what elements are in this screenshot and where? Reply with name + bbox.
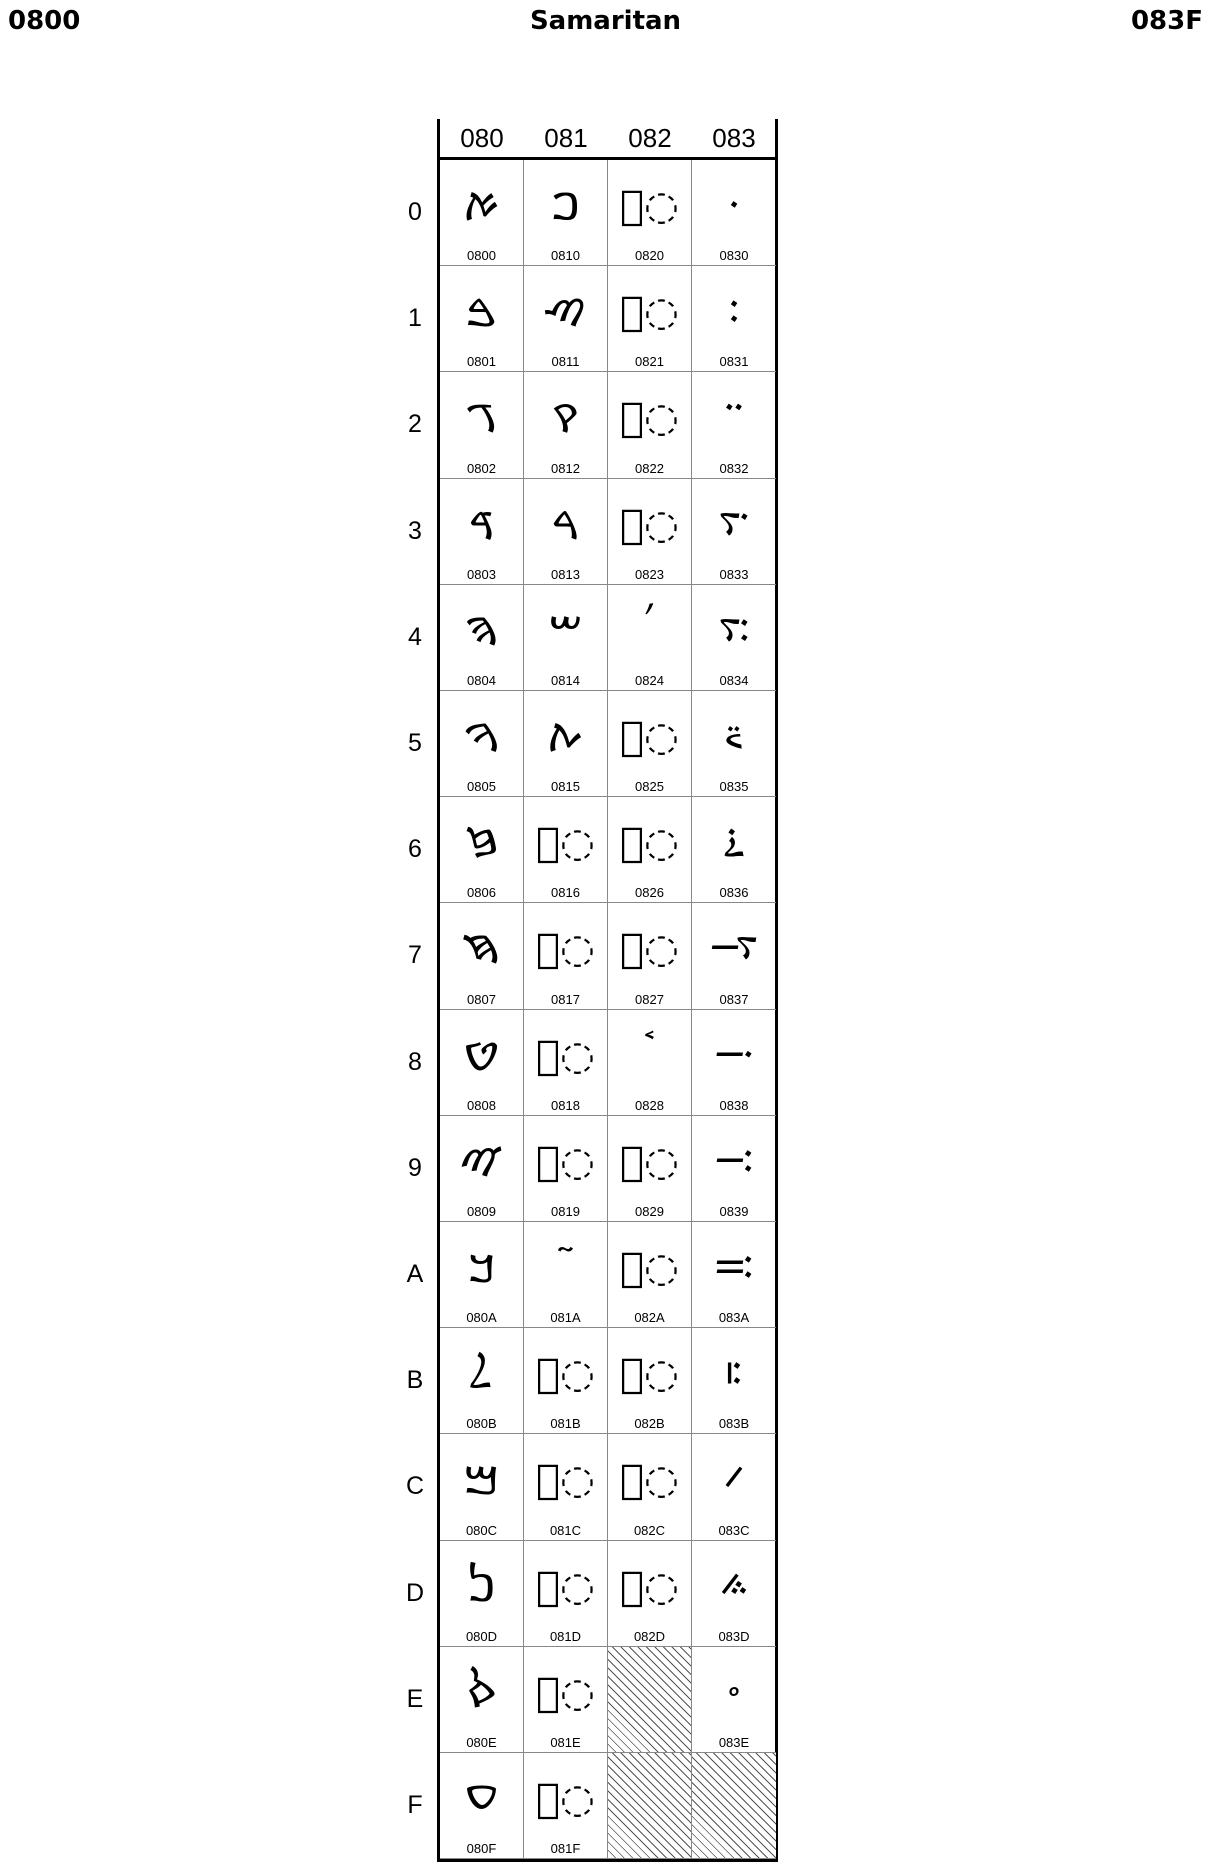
character-glyph: ◌ࠗ <box>536 926 595 973</box>
code-point-label: 080C <box>465 1522 498 1538</box>
column-header: 083 <box>712 123 756 153</box>
code-point-label: 0818 <box>551 1097 580 1113</box>
character-glyph: ࠈ <box>462 1032 501 1079</box>
code-point-cell <box>440 160 524 266</box>
range-start-label: 0800 <box>8 6 81 36</box>
unassigned-cell <box>692 1753 776 1859</box>
character-glyph: ࠆ <box>463 820 500 867</box>
code-point-cell <box>608 1010 692 1116</box>
code-point-cell <box>692 1647 776 1753</box>
code-point-cell <box>524 1222 608 1328</box>
code-point-cell <box>692 797 776 903</box>
row-header: 4 <box>408 622 422 651</box>
code-point-label: 081C <box>549 1522 582 1538</box>
code-point-cell <box>608 1222 692 1328</box>
code-point-label: 080E <box>466 1734 497 1750</box>
code-point-label: 0801 <box>467 354 496 370</box>
code-point-label: 080D <box>465 1628 498 1644</box>
character-glyph: ࠅ <box>462 714 501 760</box>
character-glyph: ◌ࠟ <box>536 1776 595 1822</box>
unassigned-cell <box>608 1753 692 1859</box>
code-point-cell <box>524 1647 608 1753</box>
column-header: 081 <box>544 123 588 153</box>
code-point-cell <box>440 585 524 691</box>
code-point-cell <box>440 1222 524 1328</box>
character-glyph: ◌ࠫ <box>620 1351 679 1398</box>
code-point-cell <box>524 903 608 1009</box>
character-glyph: ࠊ <box>466 1245 497 1291</box>
grid-bottom-border <box>437 1859 778 1862</box>
code-point-label: 0825 <box>635 779 664 795</box>
character-glyph: ࠃ <box>468 501 495 548</box>
code-point-cell <box>608 160 692 266</box>
code-point-cell <box>440 266 524 372</box>
row-header: B <box>406 1366 424 1395</box>
character-glyph: ࠂ <box>465 395 498 442</box>
code-point-label: 0802 <box>467 460 496 476</box>
code-point-label: 0838 <box>719 1097 749 1113</box>
code-point-label: 0817 <box>551 991 580 1007</box>
column-header: 080 <box>460 123 504 153</box>
code-point-cell <box>524 1010 608 1116</box>
character-glyph: ◌ࠧ <box>620 926 679 973</box>
code-point-label: 0827 <box>635 991 664 1007</box>
character-glyph: ࠤ <box>644 607 655 654</box>
code-point-label: 083D <box>718 1628 750 1644</box>
row-header: 9 <box>408 1153 422 1182</box>
code-point-cell <box>608 266 692 372</box>
character-glyph: ࠻ <box>723 1351 745 1398</box>
character-glyph: ◌ࠖ <box>536 820 595 867</box>
code-point-cell <box>524 1116 608 1222</box>
code-point-cell <box>524 585 608 691</box>
code-point-cell <box>524 372 608 478</box>
row-header: 2 <box>408 410 422 439</box>
code-point-cell <box>608 797 692 903</box>
character-glyph: ࠷ <box>707 926 761 973</box>
code-point-cell <box>440 479 524 585</box>
code-point-label: 082B <box>634 1416 665 1432</box>
code-point-label: 0816 <box>551 885 580 901</box>
row-header: 1 <box>408 304 422 333</box>
code-point-label: 0835 <box>719 779 749 795</box>
code-point-cell <box>608 1116 692 1222</box>
code-point-label: 0808 <box>467 1097 496 1113</box>
code-point-label: 0823 <box>635 566 664 582</box>
code-point-label: 0811 <box>551 354 580 370</box>
code-point-cell <box>440 1328 524 1434</box>
code-point-label: 0806 <box>467 885 496 901</box>
code-point-cell <box>692 266 776 372</box>
character-glyph: ࠹ <box>712 1138 756 1185</box>
row-header: D <box>405 1578 425 1607</box>
character-glyph: ◌ࠛ <box>536 1351 595 1398</box>
code-point-label: 080A <box>466 1310 497 1326</box>
character-glyph: ࠁ <box>465 289 498 336</box>
character-glyph: ࠨ <box>644 1032 655 1079</box>
row-header: 7 <box>408 941 422 970</box>
block-title: Samaritan <box>529 6 682 36</box>
row-header: 5 <box>408 729 422 757</box>
code-point-label: 081E <box>550 1734 581 1750</box>
code-point-cell <box>608 903 692 1009</box>
code-point-label: 0831 <box>719 354 749 370</box>
character-glyph: ࠓ <box>551 501 580 548</box>
row-header: 0 <box>408 198 422 226</box>
code-point-cell <box>608 1541 692 1647</box>
code-point-label: 0804 <box>467 672 496 688</box>
code-point-cell <box>692 479 776 585</box>
code-point-cell <box>692 691 776 797</box>
character-glyph: ࠒ <box>550 395 581 442</box>
code-point-cell <box>692 1010 776 1116</box>
character-glyph: ◌ࠜ <box>536 1457 595 1504</box>
code-point-label: 0822 <box>635 460 664 476</box>
code-point-cell <box>524 160 608 266</box>
character-glyph: ࠼ <box>721 1457 747 1504</box>
code-point-cell <box>524 1541 608 1647</box>
character-glyph: ◌ࠣ <box>620 501 679 548</box>
row-header: 6 <box>408 835 422 864</box>
code-point-label: 080F <box>466 1841 497 1857</box>
code-point-cell <box>524 266 608 372</box>
code-point-label: 0813 <box>551 566 580 582</box>
code-point-label: 083A <box>718 1310 750 1326</box>
code-point-label: 0837 <box>719 991 749 1007</box>
character-glyph: ࠶ <box>720 820 748 867</box>
character-glyph: ࠕ <box>546 714 585 760</box>
code-point-label: 0814 <box>551 672 580 688</box>
character-glyph: ࠚ <box>557 1245 574 1291</box>
code-point-cell <box>608 1328 692 1434</box>
code-point-label: 0829 <box>635 1203 664 1219</box>
code-point-label: 0824 <box>635 672 664 688</box>
character-glyph: ◌ࠥ <box>620 714 679 760</box>
character-glyph: ࠋ <box>469 1351 494 1398</box>
unassigned-hatching <box>692 1753 776 1858</box>
code-point-cell <box>608 1434 692 1540</box>
code-point-label: 0809 <box>467 1203 496 1219</box>
code-point-label: 0821 <box>635 354 664 370</box>
code-point-cell <box>608 691 692 797</box>
code-point-label: 0826 <box>635 885 664 901</box>
row-header: 8 <box>408 1047 422 1076</box>
character-glyph: ࠽ <box>717 1563 751 1610</box>
code-point-label: 081F <box>550 1841 581 1857</box>
row-header: E <box>406 1684 424 1713</box>
code-point-label: 0834 <box>719 672 749 688</box>
row-header: 3 <box>408 516 422 545</box>
code-point-cell <box>440 1434 524 1540</box>
character-glyph: ࠵ <box>722 714 746 760</box>
code-point-label: 082A <box>634 1310 665 1326</box>
code-point-label: 083B <box>718 1416 750 1432</box>
code-point-label: 0830 <box>719 248 749 264</box>
character-glyph: ࠀ <box>462 183 501 229</box>
code-point-label: 083E <box>718 1734 750 1750</box>
row-header: F <box>407 1791 423 1819</box>
character-glyph: ࠺ <box>712 1245 756 1291</box>
code-point-label: 0828 <box>635 1097 664 1113</box>
character-glyph: ◌ࠢ <box>620 395 679 442</box>
code-point-label: 082C <box>633 1522 666 1538</box>
code-point-cell <box>524 1434 608 1540</box>
code-point-label: 0800 <box>467 248 496 264</box>
character-glyph: ࠐ <box>550 183 581 229</box>
code-point-label: 0805 <box>467 779 496 795</box>
code-point-cell <box>692 1541 776 1647</box>
code-point-cell <box>692 1116 776 1222</box>
code-point-cell <box>608 372 692 478</box>
character-glyph: ◌ࠦ <box>620 820 679 867</box>
character-glyph: ࠏ <box>463 1776 500 1822</box>
code-point-label: 083C <box>718 1522 750 1538</box>
character-glyph: ࠾ <box>725 1669 743 1716</box>
code-point-cell <box>440 797 524 903</box>
character-glyph: ࠇ <box>462 926 501 973</box>
column-header: 082 <box>628 123 672 153</box>
code-point-label: 0820 <box>635 248 664 264</box>
code-point-cell <box>608 585 692 691</box>
character-glyph: ࠸ <box>712 1032 756 1079</box>
code-point-label: 081D <box>549 1628 582 1644</box>
code-point-label: 0810 <box>551 248 580 264</box>
code-point-cell <box>440 1647 524 1753</box>
character-glyph: ࠍ <box>466 1563 497 1610</box>
character-glyph: ࠱ <box>726 289 742 336</box>
code-point-label: 0839 <box>719 1203 749 1219</box>
character-glyph: ࠉ <box>459 1138 504 1185</box>
character-glyph: ࠄ <box>464 607 499 654</box>
character-glyph: ࠰ <box>726 183 742 229</box>
character-glyph: ◌ࠝ <box>536 1563 595 1610</box>
range-end-label: 083F <box>1130 6 1203 36</box>
code-point-label: 082D <box>633 1628 666 1644</box>
code-point-label: 0836 <box>719 885 749 901</box>
code-point-label: 0812 <box>551 460 580 476</box>
code-point-label: 0803 <box>467 566 496 582</box>
code-point-cell <box>440 691 524 797</box>
code-point-label: 0833 <box>719 566 749 582</box>
code-point-cell <box>440 1010 524 1116</box>
character-glyph: ◌ࠠ <box>620 183 679 229</box>
character-glyph: ࠲ <box>722 395 746 442</box>
character-glyph: ◌ࠩ <box>620 1138 679 1185</box>
code-point-label: 0815 <box>551 779 580 795</box>
code-point-cell <box>692 160 776 266</box>
code-point-cell <box>692 903 776 1009</box>
code-point-cell <box>692 1222 776 1328</box>
character-glyph: ࠴ <box>716 607 752 654</box>
character-glyph: ◌ࠞ <box>536 1669 595 1716</box>
character-glyph: ࠎ <box>466 1669 497 1716</box>
character-glyph: ࠔ <box>548 607 583 654</box>
code-point-cell <box>608 479 692 585</box>
code-point-cell <box>692 372 776 478</box>
code-point-cell <box>524 1328 608 1434</box>
code-point-cell <box>440 903 524 1009</box>
unassigned-hatching <box>608 1647 691 1752</box>
character-glyph: ◌ࠬ <box>620 1457 679 1504</box>
code-point-cell <box>524 691 608 797</box>
code-point-cell <box>692 1328 776 1434</box>
code-point-cell <box>524 797 608 903</box>
code-point-label: 080B <box>466 1416 497 1432</box>
code-point-label: 081B <box>550 1416 581 1432</box>
code-point-label: 081A <box>550 1310 581 1326</box>
character-glyph: ࠳ <box>716 501 752 548</box>
code-point-label: 0832 <box>719 460 749 476</box>
row-header: A <box>406 1260 424 1288</box>
code-point-cell <box>440 372 524 478</box>
code-point-label: 0819 <box>551 1203 580 1219</box>
unassigned-cell <box>608 1647 692 1753</box>
character-glyph: ◌࠭ <box>620 1563 679 1610</box>
code-point-cell <box>692 1434 776 1540</box>
character-glyph: ࠌ <box>463 1457 500 1504</box>
row-header: C <box>405 1472 425 1501</box>
code-point-cell <box>524 479 608 585</box>
code-point-cell <box>692 585 776 691</box>
character-glyph: ◌ࠡ <box>620 289 679 336</box>
code-chart-grid <box>437 119 778 1862</box>
code-point-cell <box>440 1753 524 1859</box>
code-point-label: 0807 <box>467 991 496 1007</box>
code-point-cell <box>440 1541 524 1647</box>
character-glyph: ࠑ <box>544 289 587 336</box>
character-glyph: ◌࠘ <box>536 1032 595 1079</box>
character-glyph: ◌ࠪ <box>620 1245 679 1291</box>
code-point-cell <box>524 1753 608 1859</box>
code-point-cell <box>440 1116 524 1222</box>
unassigned-hatching <box>608 1753 691 1858</box>
character-glyph: ◌࠙ <box>536 1138 595 1185</box>
